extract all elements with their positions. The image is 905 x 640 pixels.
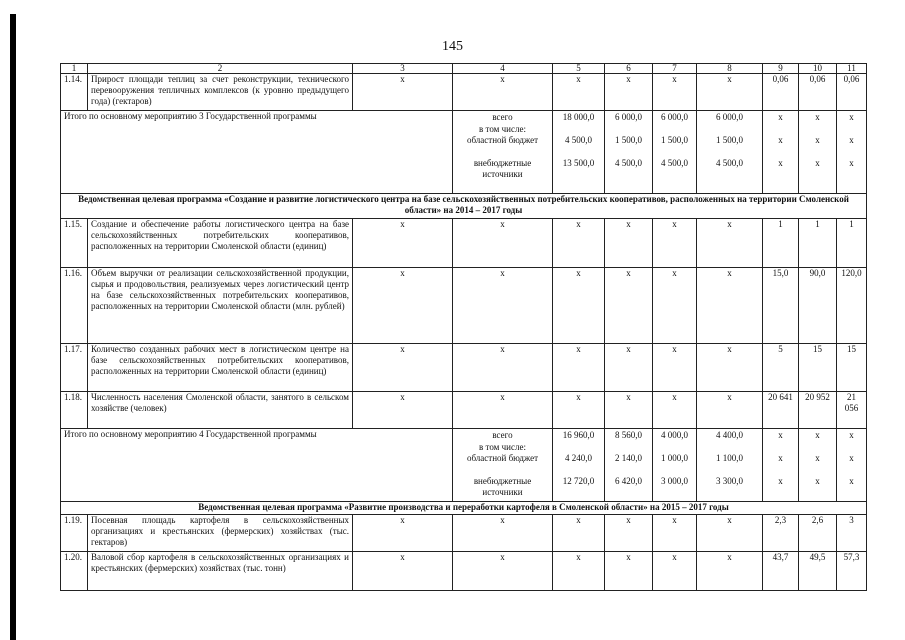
value-cell: х xyxy=(653,515,697,552)
value-cell: х xyxy=(653,268,697,344)
value-cell: х xyxy=(605,74,653,111)
amount-value: 12 720,0 xyxy=(562,476,595,486)
amount-value: 4 500,0 xyxy=(716,158,743,168)
amount-value: х xyxy=(778,476,783,486)
value-cell: х xyxy=(453,515,553,552)
amount-value xyxy=(766,441,795,453)
amount-cell xyxy=(605,111,653,194)
amount-value: 6 000,0 xyxy=(661,112,688,122)
amount-value: х xyxy=(778,135,783,145)
amount-value: 4 240,0 xyxy=(565,453,592,463)
amount-value xyxy=(840,441,863,453)
amount-cell xyxy=(799,429,837,502)
funding-source-label: всего xyxy=(492,112,513,122)
indicator-name: Количество созданных рабочих мест в логистическом центре на базе сельскохозяйственных потребительских кооперативов, расположенных на территории Смоленской области (единиц) xyxy=(88,344,353,392)
funding-source-label: в том числе: xyxy=(479,124,526,134)
header-cell: 6 xyxy=(605,64,653,74)
value-cell: 120,0 xyxy=(837,268,867,344)
amount-value: 2 140,0 xyxy=(615,453,642,463)
indicator-row xyxy=(61,392,867,429)
value-cell: х xyxy=(697,268,763,344)
amount-value: 6 420,0 xyxy=(615,476,642,486)
header-cell: 4 xyxy=(453,64,553,74)
value-cell: 43,7 xyxy=(763,552,799,591)
header-cell: 7 xyxy=(653,64,697,74)
row-number: 1.15. xyxy=(61,219,88,268)
amount-cell xyxy=(553,429,605,502)
value-cell: 20 641 xyxy=(763,392,799,429)
indicator-row xyxy=(61,515,867,552)
value-cell: х xyxy=(605,392,653,429)
value-cell: х xyxy=(453,552,553,591)
indicator-row xyxy=(61,268,867,344)
amount-value: х xyxy=(815,430,820,440)
amount-value xyxy=(700,123,759,135)
value-cell: х xyxy=(353,344,453,392)
value-cell: 0,06 xyxy=(837,74,867,111)
amount-value: 1 500,0 xyxy=(615,135,642,145)
amount-cell xyxy=(763,111,799,194)
value-cell: х xyxy=(453,392,553,429)
amount-value: х xyxy=(778,453,783,463)
header-cell: 9 xyxy=(763,64,799,74)
funding-source-label: всего xyxy=(492,430,513,440)
value-cell: 1 xyxy=(799,219,837,268)
amount-value xyxy=(700,441,759,453)
amount-cell xyxy=(553,111,605,194)
value-cell: х xyxy=(553,74,605,111)
value-cell: х xyxy=(697,219,763,268)
value-cell: 49,5 xyxy=(799,552,837,591)
value-cell: х xyxy=(553,552,605,591)
amount-value: х xyxy=(815,453,820,463)
amount-value xyxy=(802,441,833,453)
amount-value: 18 000,0 xyxy=(562,112,595,122)
amount-value: 1 000,0 xyxy=(661,453,688,463)
amount-value: 4 000,0 xyxy=(661,430,688,440)
value-cell: 15,0 xyxy=(763,268,799,344)
amount-value: х xyxy=(849,476,854,486)
row-number: 1.16. xyxy=(61,268,88,344)
table-body xyxy=(61,64,867,591)
amount-value: х xyxy=(849,430,854,440)
value-cell: х xyxy=(353,74,453,111)
indicator-name: Посевная площадь картофеля в сельскохозяйственных организациях и крестьянских (фермерских) хозяйствах (тыс. гектаров) xyxy=(88,515,353,552)
amount-value xyxy=(556,123,601,135)
amount-value: х xyxy=(815,112,820,122)
amount-cell xyxy=(697,429,763,502)
amount-value: 13 500,0 xyxy=(562,158,595,168)
value-cell: х xyxy=(653,392,697,429)
program-title-row xyxy=(61,194,867,219)
funding-sources xyxy=(453,111,553,194)
value-cell: х xyxy=(653,552,697,591)
amount-value: 4 500,0 xyxy=(615,158,642,168)
amount-value xyxy=(840,123,863,135)
value-cell: 2,6 xyxy=(799,515,837,552)
amount-value xyxy=(802,123,833,135)
indicators-table xyxy=(60,63,867,591)
amount-value xyxy=(608,441,649,453)
value-cell: х xyxy=(353,552,453,591)
value-cell: 20 952 xyxy=(799,392,837,429)
amount-value: 16 960,0 xyxy=(562,430,595,440)
value-cell: х xyxy=(353,219,453,268)
indicator-row xyxy=(61,344,867,392)
value-cell: 0,06 xyxy=(763,74,799,111)
value-cell: 90,0 xyxy=(799,268,837,344)
value-cell: х xyxy=(553,344,605,392)
total-row xyxy=(61,429,867,502)
header-cell: 11 xyxy=(837,64,867,74)
value-cell: х xyxy=(453,219,553,268)
program-title: Ведомственная целевая программа «Развитие производства и переработки картофеля в Смоленской области» на 2015 – 2017 годы xyxy=(61,502,867,515)
amount-value: х xyxy=(815,135,820,145)
funding-source-label: внебюджетные источники xyxy=(473,476,532,497)
amount-value: 3 000,0 xyxy=(661,476,688,486)
value-cell: х xyxy=(653,74,697,111)
indicator-row xyxy=(61,74,867,111)
funding-source-label: областной бюджет xyxy=(466,135,539,145)
indicator-row xyxy=(61,219,867,268)
amount-value: х xyxy=(849,112,854,122)
value-cell: х xyxy=(353,392,453,429)
amount-value: 1 500,0 xyxy=(661,135,688,145)
amount-cell xyxy=(653,111,697,194)
indicator-name: Объем выручки от реализации сельскохозяйственной продукции, сырья и продовольствия, реализуемых через логистический центр на базе сельскохозяйственных потребительских кооперативов, расположенных на территории Смоленской области (млн. рублей) xyxy=(88,268,353,344)
value-cell: х xyxy=(353,515,453,552)
value-cell: х xyxy=(553,219,605,268)
funding-source-label: в том числе: xyxy=(479,442,526,452)
header-cell: 2 xyxy=(88,64,353,74)
program-title: Ведомственная целевая программа «Создание и развитие логистического центра на базе сельскохозяйственных потребительских кооперативов, расположенных на территории Смоленской области» на 2014 – 2017 годы xyxy=(61,194,867,219)
amount-cell xyxy=(697,111,763,194)
value-cell: 5 xyxy=(763,344,799,392)
header-row xyxy=(61,64,867,74)
amount-value: 4 500,0 xyxy=(565,135,592,145)
total-row xyxy=(61,111,867,194)
header-cell: 1 xyxy=(61,64,88,74)
amount-value xyxy=(608,123,649,135)
funding-source-label: внебюджетные источники xyxy=(473,158,532,179)
header-cell: 10 xyxy=(799,64,837,74)
value-cell: х xyxy=(453,74,553,111)
row-number: 1.14. xyxy=(61,74,88,111)
header-cell: 8 xyxy=(697,64,763,74)
header-cell: 3 xyxy=(353,64,453,74)
value-cell: х xyxy=(353,268,453,344)
value-cell: х xyxy=(453,344,553,392)
amount-cell xyxy=(837,429,867,502)
indicator-name: Численность населения Смоленской области, занятого в сельском хозяйстве (человек) xyxy=(88,392,353,429)
left-border-bar xyxy=(10,14,16,640)
value-cell: х xyxy=(553,392,605,429)
amount-value: 1 500,0 xyxy=(716,135,743,145)
value-cell: х xyxy=(553,515,605,552)
amount-value: 6 000,0 xyxy=(716,112,743,122)
indicator-name: Валовой сбор картофеля в сельскохозяйственных организациях и крестьянских (фермерских) хозяйствах (тыс. тонн) xyxy=(88,552,353,591)
amount-value: 3 300,0 xyxy=(716,476,743,486)
value-cell: х xyxy=(605,552,653,591)
value-cell: х xyxy=(697,392,763,429)
value-cell: 1 xyxy=(837,219,867,268)
value-cell: 0,06 xyxy=(799,74,837,111)
amount-cell xyxy=(605,429,653,502)
value-cell: х xyxy=(697,74,763,111)
value-cell: х xyxy=(697,344,763,392)
value-cell: х xyxy=(605,344,653,392)
total-label: Итого по основному мероприятию 3 Государственной программы xyxy=(61,111,453,194)
value-cell: 15 xyxy=(837,344,867,392)
value-cell: х xyxy=(697,515,763,552)
value-cell: х xyxy=(697,552,763,591)
amount-value: х xyxy=(849,453,854,463)
indicator-name: Создание и обеспечение работы логистического центра на базе сельскохозяйственных потребительских кооперативов, расположенных на территории Смоленской области (единиц) xyxy=(88,219,353,268)
row-number: 1.20. xyxy=(61,552,88,591)
amount-value: х xyxy=(815,476,820,486)
row-number: 1.19. xyxy=(61,515,88,552)
indicator-name: Прирост площади теплиц за счет реконструкции, технического перевооружения тепличных комплексов (к уровню предыдущего года) (гектаров) xyxy=(88,74,353,111)
amount-cell xyxy=(653,429,697,502)
amount-value xyxy=(656,123,693,135)
amount-cell xyxy=(799,111,837,194)
amount-value: х xyxy=(849,135,854,145)
value-cell: 57,3 xyxy=(837,552,867,591)
value-cell: 15 xyxy=(799,344,837,392)
value-cell: х xyxy=(453,268,553,344)
amount-value: х xyxy=(778,158,783,168)
amount-value: х xyxy=(778,430,783,440)
total-label: Итого по основному мероприятию 4 Государственной программы xyxy=(61,429,453,502)
value-cell: 1 xyxy=(763,219,799,268)
row-number: 1.17. xyxy=(61,344,88,392)
amount-value: 8 560,0 xyxy=(615,430,642,440)
page-number: 145 xyxy=(442,39,463,54)
value-cell: 3 xyxy=(837,515,867,552)
header-cell: 5 xyxy=(553,64,605,74)
funding-sources xyxy=(453,429,553,502)
amount-cell xyxy=(837,111,867,194)
value-cell: х xyxy=(553,268,605,344)
amount-value xyxy=(556,441,601,453)
row-number: 1.18. xyxy=(61,392,88,429)
amount-value xyxy=(656,441,693,453)
amount-value xyxy=(766,123,795,135)
value-cell: х xyxy=(653,219,697,268)
amount-value: 6 000,0 xyxy=(615,112,642,122)
amount-cell xyxy=(763,429,799,502)
amount-value: х xyxy=(778,112,783,122)
amount-value: х xyxy=(815,158,820,168)
indicator-row xyxy=(61,552,867,591)
value-cell: 21 056 xyxy=(837,392,867,429)
amount-value: 4 400,0 xyxy=(716,430,743,440)
amount-value: 4 500,0 xyxy=(661,158,688,168)
program-title-row xyxy=(61,502,867,515)
value-cell: х xyxy=(605,268,653,344)
value-cell: х xyxy=(653,344,697,392)
value-cell: х xyxy=(605,219,653,268)
value-cell: х xyxy=(605,515,653,552)
funding-source-label: областной бюджет xyxy=(466,453,539,463)
value-cell: 2,3 xyxy=(763,515,799,552)
amount-value: х xyxy=(849,158,854,168)
amount-value: 1 100,0 xyxy=(716,453,743,463)
